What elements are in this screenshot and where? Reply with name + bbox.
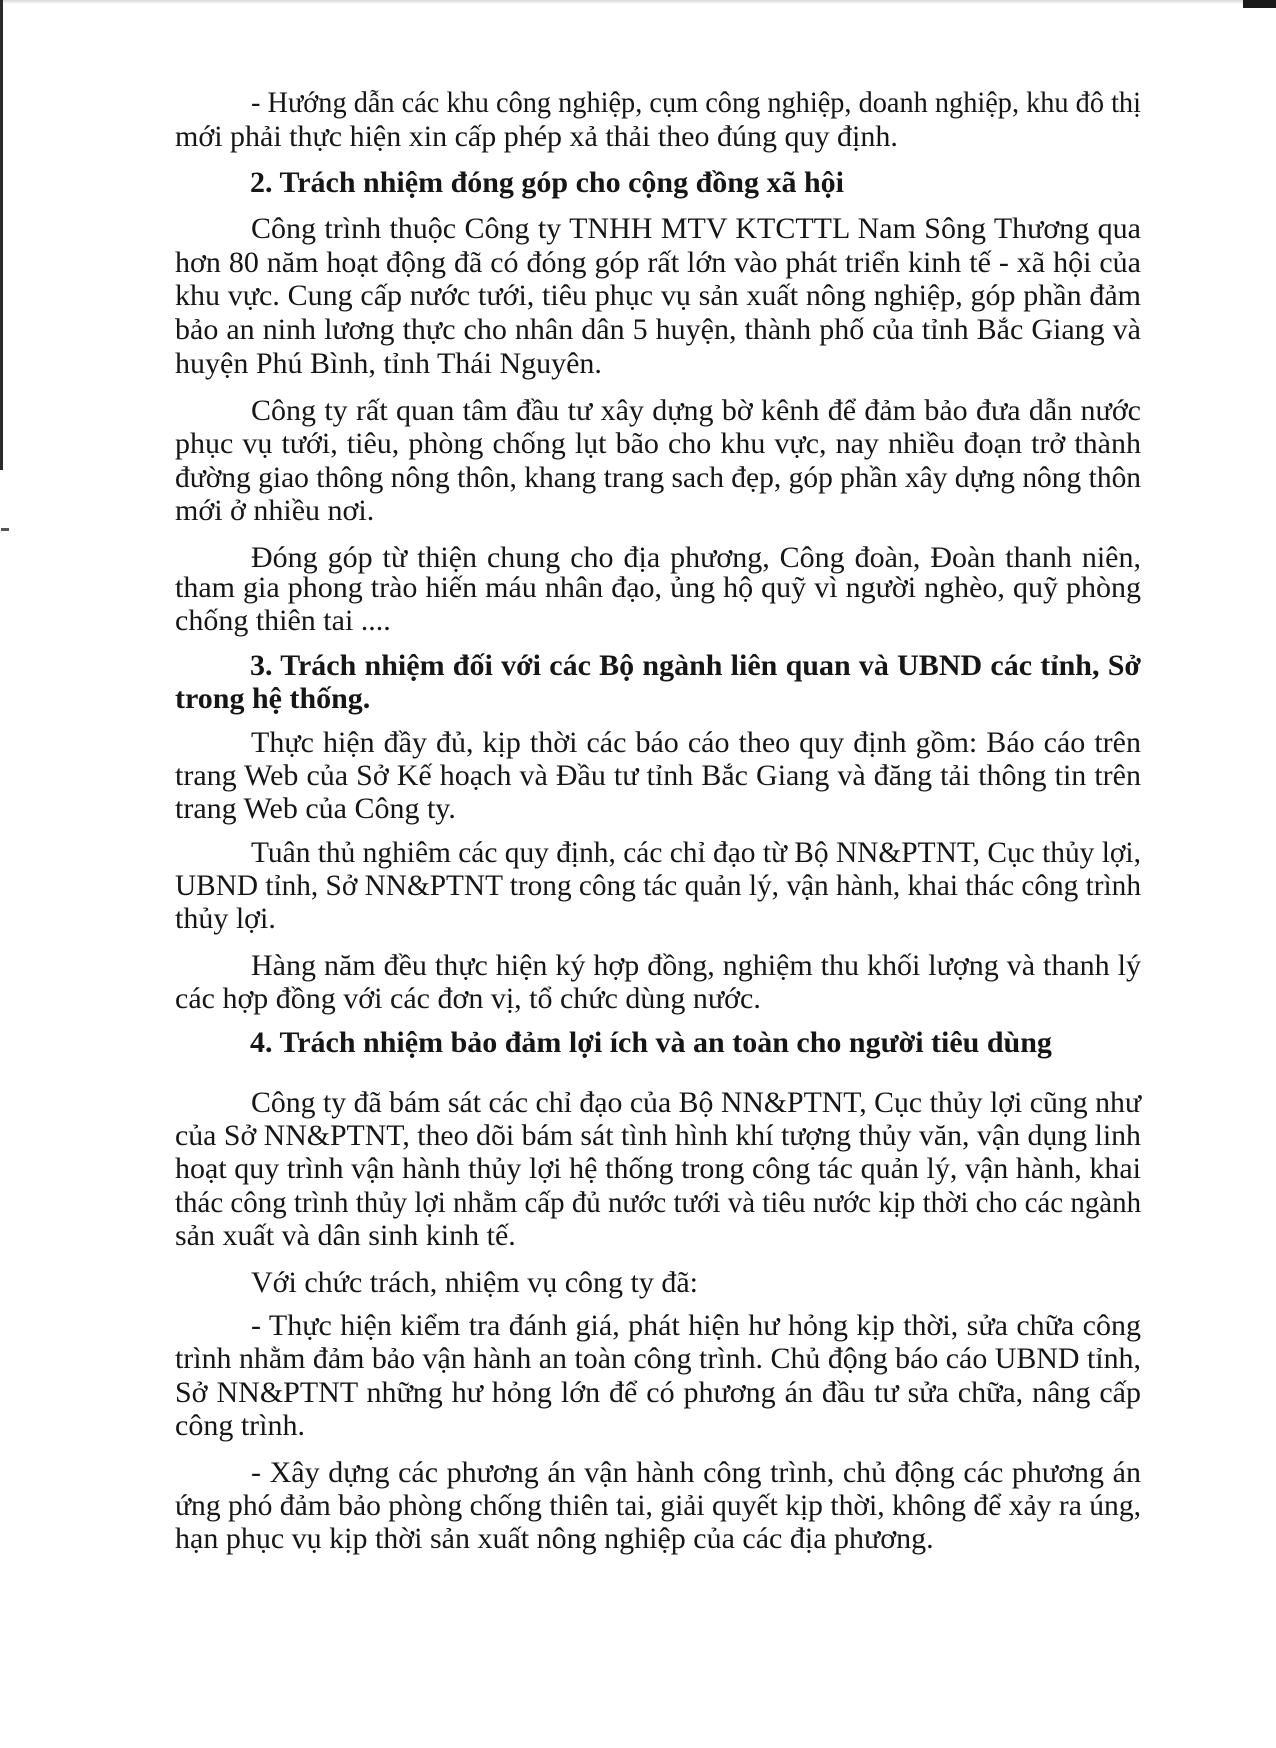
text-line: hoạt quy trình vận hành thủy lợi hệ thống trong công tác quản lý, vận hành, khai: [175, 1152, 1141, 1185]
text-line: - Xây dựng các phương án vận hành công trình, chủ động các phương án: [251, 1456, 1141, 1489]
text-line: ứng phó đảm bảo phòng chống thiên tai, giải quyết kịp thời, không để xảy ra úng,: [175, 1489, 1142, 1522]
scan-top-right-edge: [1243, 0, 1276, 8]
text-line: Hàng năm đều thực hiện ký hợp đồng, nghiệm thu khối lượng và thanh lý: [251, 949, 1141, 982]
text-line: mới ở nhiều nơi.: [175, 494, 375, 527]
text-line: Thực hiện đầy đủ, kịp thời các báo cáo theo quy định gồm: Báo cáo trên: [251, 726, 1141, 759]
text-line: phục vụ tưới, tiêu, phòng chống lụt bão cho khu vực, nay nhiều đoạn trở thành: [175, 427, 1141, 460]
text-line: Sở NN&PTNT những hư hỏng lớn để có phương án đầu tư sửa chữa, nâng cấp: [175, 1376, 1141, 1409]
text-line: Công trình thuộc Công ty TNHH MTV KTCTTL Nam Sông Thương qua: [251, 212, 1141, 245]
text-line: Tuân thủ nghiêm các quy định, các chỉ đạo từ Bộ NN&PTNT, Cục thủy lợi,: [251, 836, 1141, 869]
text-line: trang Web của Công ty.: [175, 792, 456, 825]
text-line: chống thiên tai ....: [175, 604, 391, 637]
text-line: - Thực hiện kiểm tra đánh giá, phát hiện hư hỏng kịp thời, sửa chữa công: [251, 1309, 1141, 1342]
text-line: công trình.: [175, 1409, 305, 1442]
scan-edge-mark: [1, 528, 9, 531]
text-line: - Hướng dẫn các khu công nghiệp, cụm công nghiệp, doanh nghiệp, khu đô thị: [251, 86, 1141, 119]
text-line: Công ty rất quan tâm đầu tư xây dựng bờ kênh để đảm bảo đưa dẫn nước: [251, 394, 1141, 427]
text-line: hơn 80 năm hoạt động đã có đóng góp rất lớn vào phát triển kinh tế - xã hội của: [175, 246, 1141, 279]
text-line: Công ty đã bám sát các chỉ đạo của Bộ NN&PTNT, Cục thủy lợi cũng như: [251, 1086, 1142, 1119]
text-line: hạn phục vụ kịp thời sản xuất nông nghiệp của các địa phương.: [175, 1522, 934, 1555]
text-line: bảo an ninh lương thực cho nhân dân 5 huyện, thành phố của tỉnh Bắc Giang và: [175, 313, 1141, 346]
text-line: trang Web của Sở Kế hoạch và Đầu tư tỉnh Bắc Giang và đăng tải thông tin trên: [175, 759, 1141, 792]
text-line: thủy lợi.: [175, 902, 276, 935]
text-line: trình nhằm đảm bảo vận hành an toàn công trình. Chủ động báo cáo UBND tỉnh,: [175, 1342, 1141, 1375]
text-line: sản xuất và dân sinh kinh tế.: [175, 1219, 516, 1252]
section-heading-2: 2. Trách nhiệm đóng góp cho cộng đồng xã hội: [250, 166, 845, 199]
text-line: Với chức trách, nhiệm vụ công ty đã:: [251, 1266, 698, 1299]
text-line: khu vực. Cung cấp nước tưới, tiêu phục vụ sản xuất nông nghiệp, góp phần đảm: [175, 279, 1141, 312]
text-line: huyện Phú Bình, tỉnh Thái Nguyên.: [175, 347, 602, 380]
section-heading-3: 3. Trách nhiệm đối với các Bộ ngành liên quan và UBND các tỉnh, Sở: [250, 649, 1141, 682]
text-line: mới phải thực hiện xin cấp phép xả thải theo đúng quy định.: [175, 120, 898, 153]
scan-top-shade: [0, 0, 1243, 4]
text-line: của Sở NN&PTNT, theo dõi bám sát tình hình khí tượng thủy văn, vận dụng linh: [175, 1119, 1141, 1152]
section-heading-3-cont: trong hệ thống.: [175, 682, 371, 715]
scan-left-edge: [0, 0, 3, 470]
section-heading-4: 4. Trách nhiệm bảo đảm lợi ích và an toàn cho người tiêu dùng: [250, 1026, 1052, 1059]
text-line: UBND tỉnh, Sở NN&PTNT trong công tác quản lý, vận hành, khai thác công trình: [175, 869, 1141, 902]
text-line: đường giao thông nông thôn, khang trang sach đẹp, góp phần xây dựng nông thôn: [175, 461, 1142, 494]
text-line: Đóng góp từ thiện chung cho địa phương, Công đoàn, Đoàn thanh niên,: [251, 541, 1141, 574]
text-line: thác công trình thủy lợi nhằm cấp đủ nước tưới và tiêu nước kịp thời cho các ngành: [175, 1186, 1142, 1219]
text-line: các hợp đồng với các đơn vị, tổ chức dùng nước.: [175, 982, 761, 1015]
text-line: tham gia phong trào hiến máu nhân đạo, ủng hộ quỹ vì người nghèo, quỹ phòng: [175, 571, 1141, 604]
